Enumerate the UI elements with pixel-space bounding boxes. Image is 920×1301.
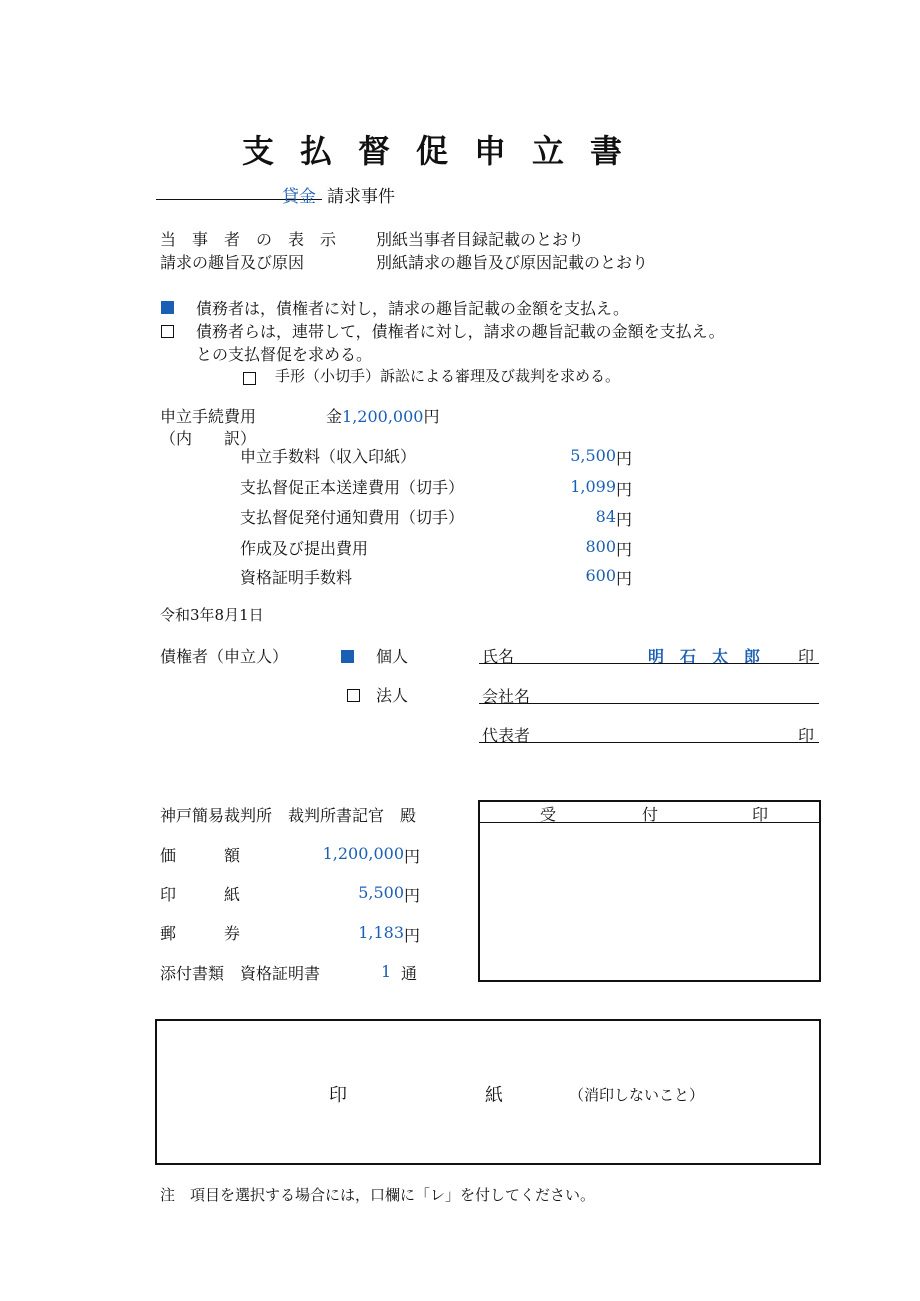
- court-row-label: 印 紙: [160, 885, 241, 904]
- option2-text: 債務者らは，連帯して，債権者に対し，請求の趣旨記載の金額を支払え。: [196, 322, 725, 341]
- receipt-char: 印: [752, 805, 769, 824]
- option1-text: 債務者は，債権者に対し，請求の趣旨記載の金額を支払え。: [196, 299, 629, 318]
- fee-item-value: 84: [595, 507, 616, 526]
- case-type[interactable]: 貸金: [282, 187, 316, 207]
- checked-square-icon: [161, 301, 174, 314]
- fee-item-label: 支払督促発付通知費用（切手）: [240, 508, 465, 527]
- fee-item-unit: 円: [616, 449, 633, 468]
- fee-item-unit: 円: [616, 510, 633, 529]
- company-label: 会社名: [482, 687, 531, 706]
- checked-square-icon: [341, 650, 354, 663]
- corporation-label: 法人: [376, 686, 409, 705]
- empty-square-icon: [161, 325, 174, 338]
- parties-label: 当 事 者 の 表 示: [160, 230, 337, 249]
- corporation-checkbox[interactable]: [347, 686, 360, 705]
- claim-label: 請求の趣旨及び原因: [160, 253, 305, 272]
- court-row-unit: 円: [404, 847, 421, 866]
- name-value[interactable]: 明 石 太 郎: [648, 647, 761, 666]
- individual-label: 個人: [376, 647, 409, 666]
- court-row-label: 価 額: [160, 846, 241, 865]
- attachment-count: 1: [381, 962, 392, 981]
- fee-item-value: 5,500: [570, 446, 616, 465]
- receipt-box: [478, 800, 821, 982]
- case-suffix: 請求事件: [327, 187, 395, 207]
- fee-item-label: 作成及び提出費用: [240, 539, 369, 558]
- revenue-stamp-box: [155, 1019, 821, 1165]
- fee-item-label: 資格証明手数料: [240, 568, 353, 587]
- rep-seal: 印: [798, 726, 815, 745]
- attachment-unit: 通: [401, 964, 418, 983]
- rep-underline: [479, 742, 819, 743]
- individual-checkbox[interactable]: [341, 647, 354, 666]
- receipt-char: 付: [642, 805, 659, 824]
- filing-date: 令和3年8月1日: [160, 606, 264, 624]
- fee-item-value: 1,099: [570, 477, 616, 496]
- fee-item-label: 申立手数料（収入印紙）: [240, 447, 417, 466]
- court-row-value: 1,200,000: [322, 844, 404, 863]
- rep-label: 代表者: [482, 726, 531, 745]
- fees-label: 申立手続費用: [160, 407, 257, 426]
- fee-item-value: 600: [585, 566, 616, 585]
- creditor-label: 債権者（申立人）: [160, 647, 289, 666]
- empty-square-icon: [243, 372, 256, 385]
- claim-value: 別紙請求の趣旨及び原因記載のとおり: [376, 253, 649, 272]
- fee-item-label: 支払督促正本送達費用（切手）: [240, 478, 465, 497]
- fees-total-value: 1,200,000: [342, 407, 424, 426]
- name-underline: [479, 663, 819, 664]
- option3-text: 手形（小切手）訴訟による審理及び裁判を求める。: [275, 367, 621, 385]
- name-seal: 印: [798, 647, 815, 666]
- fees-total-unit: 円: [423, 407, 440, 426]
- stamp-note: （消印しないこと）: [569, 1086, 705, 1104]
- fees-total-prefix: 金: [326, 407, 343, 426]
- court-row-unit: 円: [404, 926, 421, 945]
- conclusion-text: との支払督促を求める。: [196, 345, 373, 364]
- fee-item-unit: 円: [616, 540, 633, 559]
- footnote: 注 項目を選択する場合には，口欄に「レ」を付してください。: [160, 1186, 596, 1204]
- fee-item-unit: 円: [616, 569, 633, 588]
- name-label: 氏名: [482, 647, 515, 666]
- stamp-char: 印: [329, 1085, 347, 1106]
- court-row-value: 1,183: [358, 923, 404, 942]
- option3-checkbox[interactable]: [243, 369, 256, 388]
- fee-item-value: 800: [585, 537, 616, 556]
- receipt-char: 受: [540, 805, 557, 824]
- court-row-value: 5,500: [358, 883, 404, 902]
- option2-checkbox[interactable]: [161, 322, 174, 341]
- fee-item-unit: 円: [616, 480, 633, 499]
- fees-total: [326, 404, 439, 427]
- court-row-unit: 円: [404, 886, 421, 905]
- option1-checkbox[interactable]: [161, 298, 174, 317]
- stamp-char: 紙: [485, 1085, 503, 1106]
- court-row-label: 郵 券: [160, 924, 241, 943]
- attachment-label: 添付書類 資格証明書: [160, 964, 321, 983]
- breakdown-label: （内 訳）: [160, 429, 257, 448]
- parties-value: 別紙当事者目録記載のとおり: [376, 230, 585, 249]
- page-title: 支払督促申立書: [242, 132, 649, 170]
- company-underline: [479, 703, 819, 704]
- empty-square-icon: [347, 689, 360, 702]
- court-line: 神戸簡易裁判所 裁判所書記官 殿: [160, 806, 417, 825]
